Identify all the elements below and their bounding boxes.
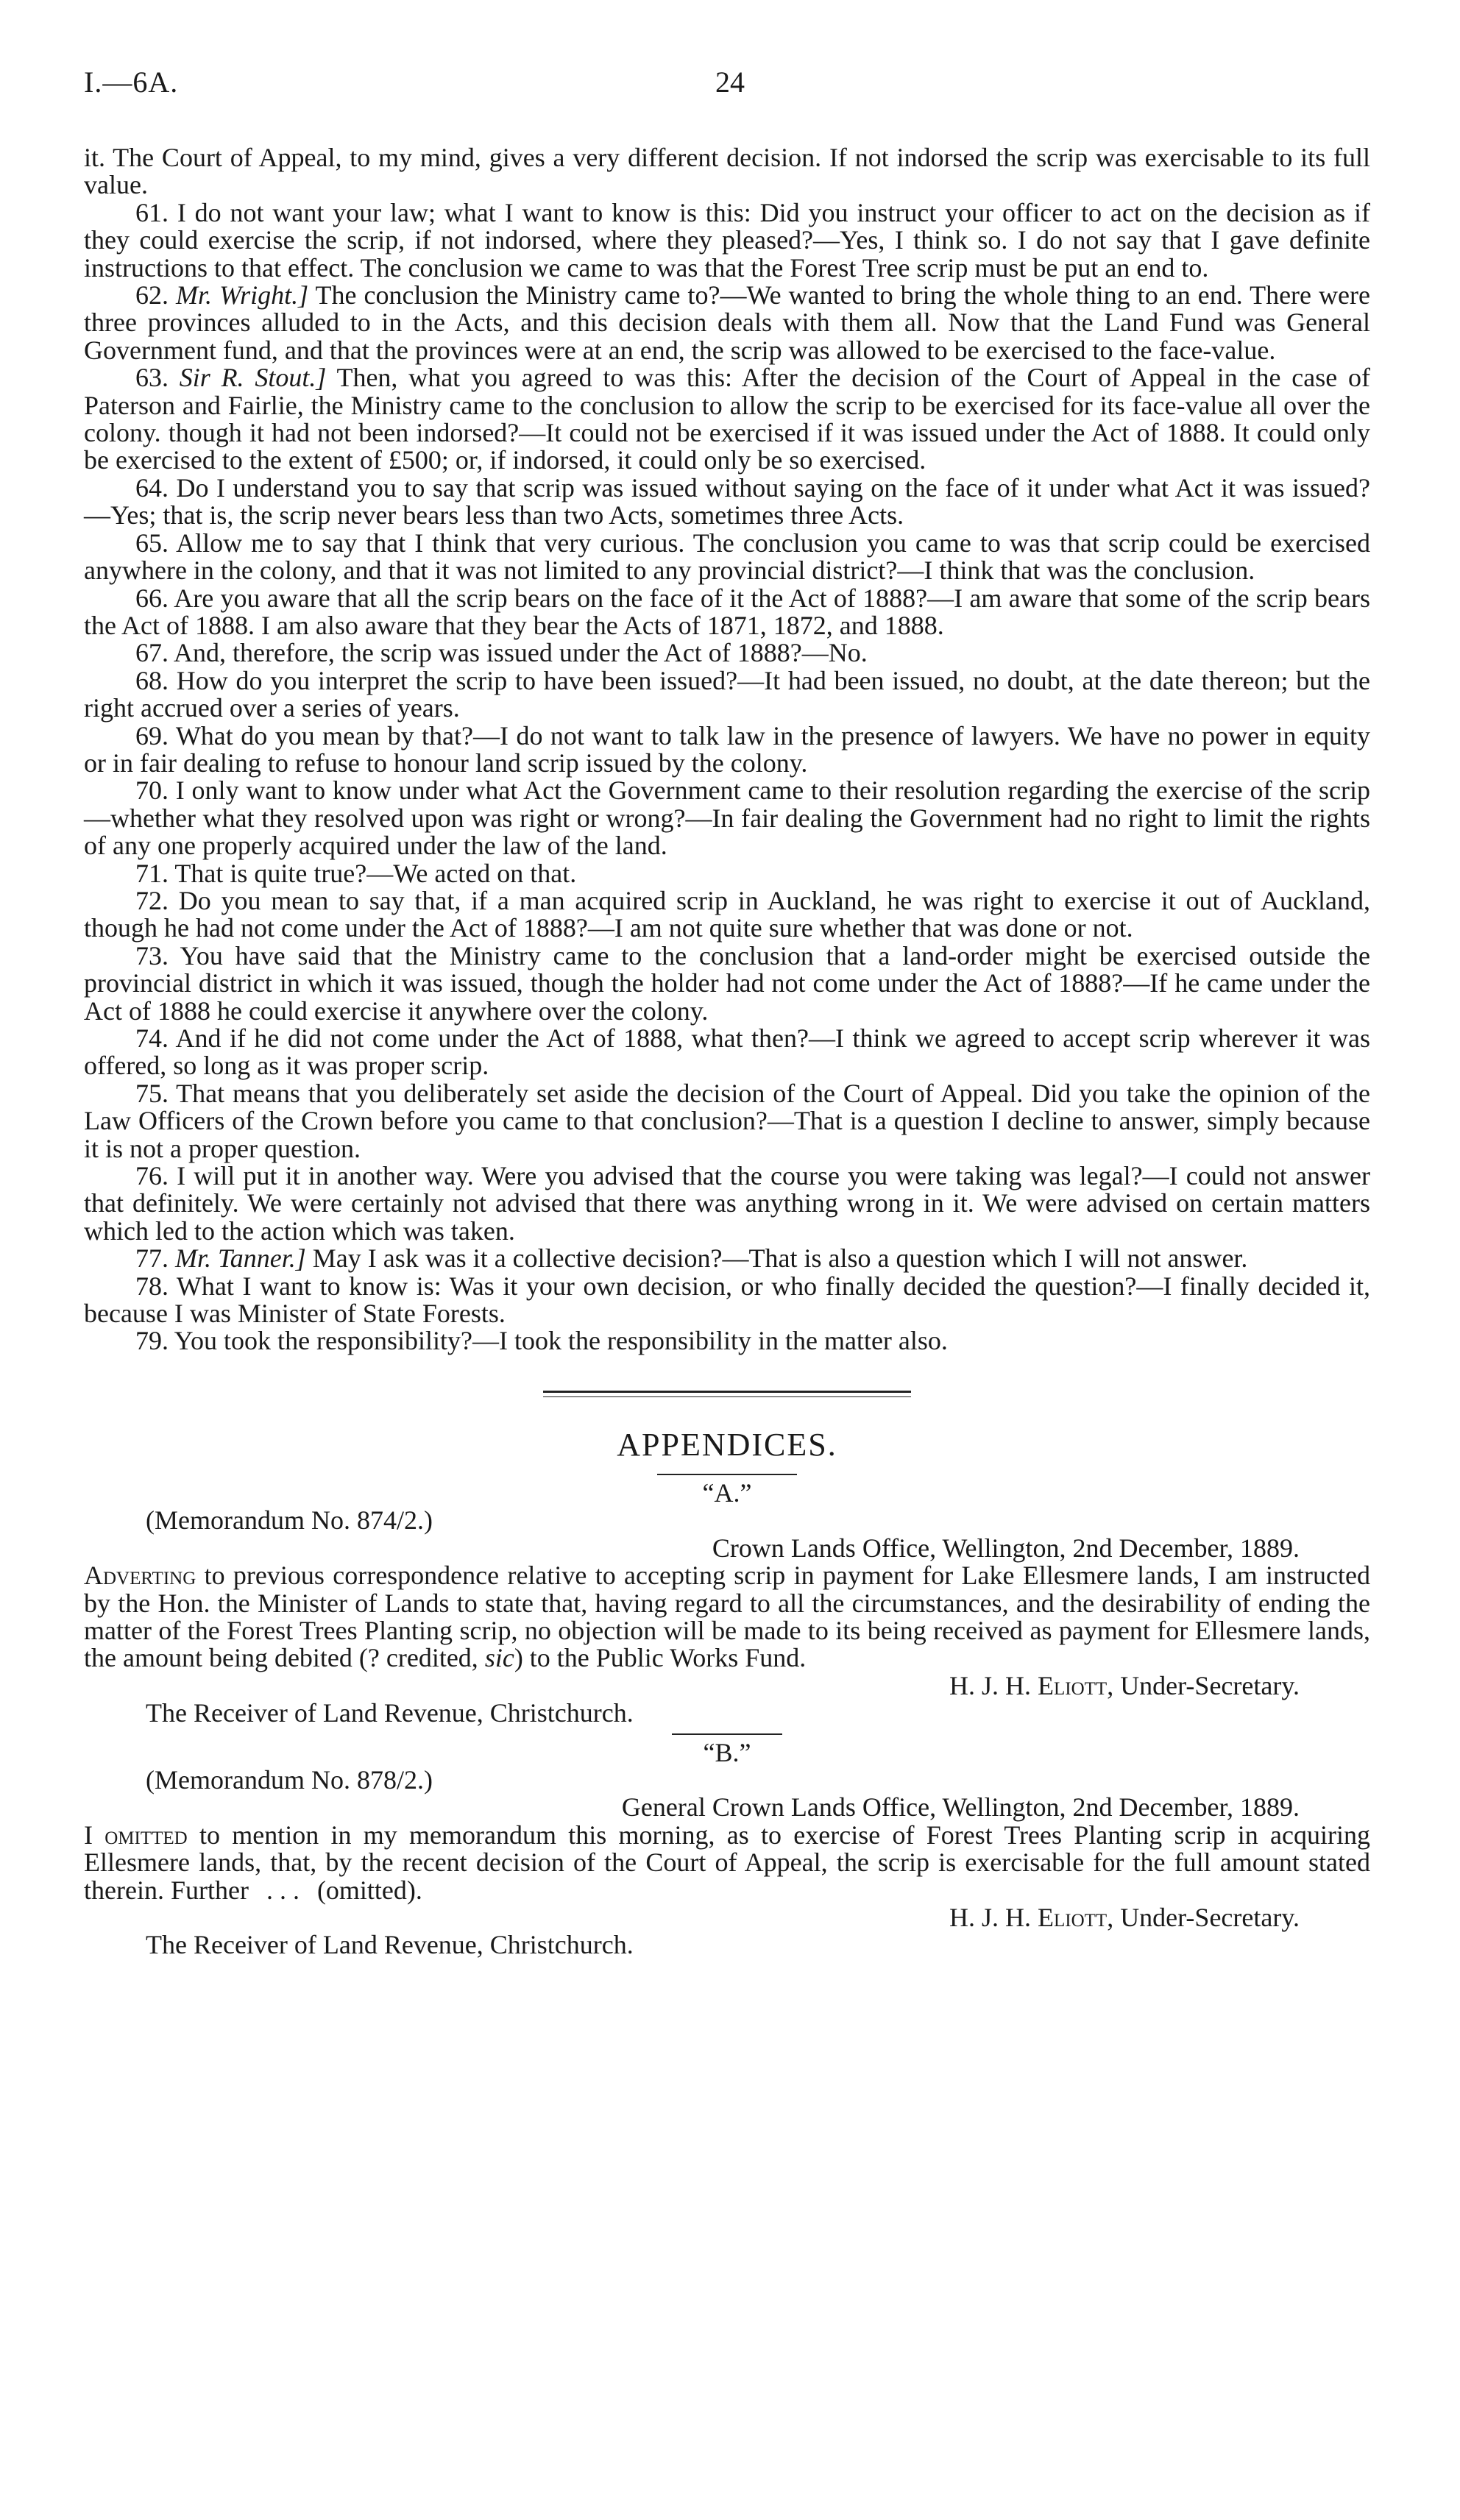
page-header [84,65,1376,109]
appendix-a-signatory: H. J. H. Eliott [949,1670,1108,1700]
appendix-a-signature [84,1672,1370,1700]
question-76: 76. I will put it in another way. Were you advised that the course you were taking was legal?—I could not answer that definitely. We were certainly not advised that there was anything wrong in it. We were advised on certain matters which led to the action which was taken. [84,1161,1370,1246]
appendix-b-signature [84,1904,1370,1931]
appendices-title: APPENDICES. [617,1426,837,1463]
page-number: 24 [715,65,745,99]
speaker-name: Mr. Tanner.] [175,1243,306,1274]
appendix-b-text [84,1822,1370,1904]
appendix-a-sic: sic [484,1643,514,1673]
paragraph-continuation: it. The Court of Appeal, to my mind, gives a very different decision. If not indorsed the scrip was exercisable to its full value. [84,143,1370,200]
appendix-a-text [84,1562,1370,1672]
question-61: 61. I do not want your law; what I want to know is this: Did you instruct your officer to act on the decision as if they could exercise the scrip, if not indorsed, where they pleased?—Yes, I think so. I do not say that I gave definite instructions to that effect. The conclusion we came to was that the Forest Tree scrip must be put an end to. [84,197,1370,283]
appendix-separator [672,1733,782,1735]
appendix-b-heading: “B.” [703,1737,751,1767]
title-underline [657,1474,797,1475]
appendix-b-signatory: H. J. H. Eliott [949,1902,1108,1932]
appendix-a-body: to previous correspondence relative to accepting scrip in payment for Lake Ellesmere lands, I am instructed by the Hon. the Minister of Lands to state that, having regard to all the circumstances, and the desirability of ending the matter of the Forest Trees Planting scrip, no objection will be made to its being received as payment for Ellesmere lands, the amount being debited (? credited, [84,1561,1370,1673]
question-62: 62. Mr. Wright.] The conclusion the Ministry came to?—We wanted to bring the whole thing to an end. There were three provinces alluded to in the Acts, and this decision deals with them all. Now that the Land Fund was General Government fund, and that the provinces were at an end, the scrip was allowed to be exercised to the face-value. [84,280,1371,365]
section-divider [543,1391,911,1397]
question-65: 65. Allow me to say that I think that very curious. The conclusion you came to was that scrip could be exercised anywhere in the colony, and that it was not limited to any provincial district?—I think that was the conclusion. [84,528,1370,586]
appendix-b-receiver: The Receiver of Land Revenue, Christchurch. [146,1930,634,1960]
question-64: 64. Do I understand you to say that scrip was issued without saying on the face of it under what Act it was issued?—Yes; that is, the scrip never bears less than two Acts, sometimes three Acts. [84,472,1370,530]
appendix-b-office-date: General Crown Lands Office, Wellington, 2nd December, 1889. [621,1792,1300,1822]
question-69: 69. What do you mean by that?—I do not want to talk law in the presence of lawyers. We have no power in equity or in fair dealing to refuse to honour land scrip issued by the colony. [84,720,1370,778]
question-68: 68. How do you interpret the scrip to have been issued?—It had been issued, no doubt, at the date thereon; but the right accrued over a series of years. [84,665,1370,723]
question-75: 75. That means that you deliberately set aside the decision of the Court of Appeal. Did you take the opinion of the Law Officers of the Crown before you came to that conclusion?—That is a question I decline to answer, simply because it is not a proper question. [84,1078,1370,1163]
appendix-a-heading: “A.” [702,1477,752,1508]
question-79: 79. You took the responsibility?—I took the responsibility in the matter also. [135,1326,948,1356]
speaker-name: Mr. Wright.] [176,280,309,310]
appendix-b-omitted: (omitted). [316,1875,422,1905]
appendix-a-lead-word: Adverting [84,1561,196,1591]
question-73: 73. You have said that the Ministry came to the conclusion that a land-order might be exercised outside the provincial district in which it was issued, though the holder had not come under the Act of 1888?—If he came under the Act of 1888 he could exercise it anywhere over the colony. [84,940,1370,1026]
appendix-b-signatory-title: , Under-Secretary. [1107,1902,1300,1932]
document-body [84,144,1370,1959]
appendix-a-receiver: The Receiver of Land Revenue, Christchurch. [146,1698,634,1728]
question-63: 63. Sir R. Stout.] Then, what you agreed to was this: After the decision of the Court of Appeal in the case of Paterson and Fairlie, the Ministry came to the conclusion to allow the scrip to be exercised for its face-value all over the colony. though it had not been indorsed?—It could not be exercised if it was issued under the Act of 1888. It could only be exercised to the extent of £500; or, if indorsed, it could only be so exercised. [84,363,1371,475]
document-reference: I.—6A. [84,65,179,99]
question-67: 67. And, therefore, the scrip was issued under the Act of 1888?—No. [135,638,868,668]
appendix-b-lead-word: I omitted [84,1820,188,1850]
question-70: 70. I only want to know under what Act the Government came to their resolution regarding the exercise of the scrip—whether what they resolved upon was right or wrong?—In fair dealing the Government had no right to limit the rights of any one properly acquired under the law of the land. [84,775,1370,861]
appendix-b-ellipsis: . . . [266,1875,300,1905]
appendix-a-body-end: ) to the Public Works Fund. [514,1643,807,1673]
question-72: 72. Do you mean to say that, if a man acquired scrip in Auckland, he was right to exercise it out of Auckland, though he had not come under the Act of 1888?—I am not quite sure whether that was done or not. [84,885,1370,943]
speaker-name: Sir R. Stout.] [179,363,327,393]
question-74: 74. And if he did not come under the Act of 1888, what then?—I think we agreed to accept scrip wherever it was offered, so long as it was proper scrip. [84,1023,1370,1081]
appendix-a-signatory-title: , Under-Secretary. [1107,1670,1300,1700]
appendix-b-memo-number: (Memorandum No. 878/2.) [146,1764,433,1795]
appendix-a-office-date: Crown Lands Office, Wellington, 2nd December, 1889. [712,1533,1300,1563]
appendix-b-body: to mention in my memorandum this morning, as to exercise of Forest Trees Planting scrip in acquiring Ellesmere lands, that, by the recent decision of the Court of Appeal, the scrip is exercisable for the full amount stated therein. Further [84,1820,1370,1905]
question-66: 66. Are you aware that all the scrip bears on the face of it the Act of 1888?—I am aware that some of the scrip bears the Act of 1888. I am also aware that they bear the Acts of 1871, 1872, and 1888. [84,583,1370,640]
question-71: 71. That is quite true?—We acted on that. [135,858,577,888]
question-78: 78. What I want to know is: Was it your own decision, or who finally decided the question?—I finally decided it, because I was Minister of State Forests. [84,1271,1370,1329]
question-77: 77. Mr. Tanner.] May I ask was it a collective decision?—That is also a question which I will not answer. [135,1243,1248,1274]
appendix-a-memo-number: (Memorandum No. 874/2.) [146,1505,433,1536]
